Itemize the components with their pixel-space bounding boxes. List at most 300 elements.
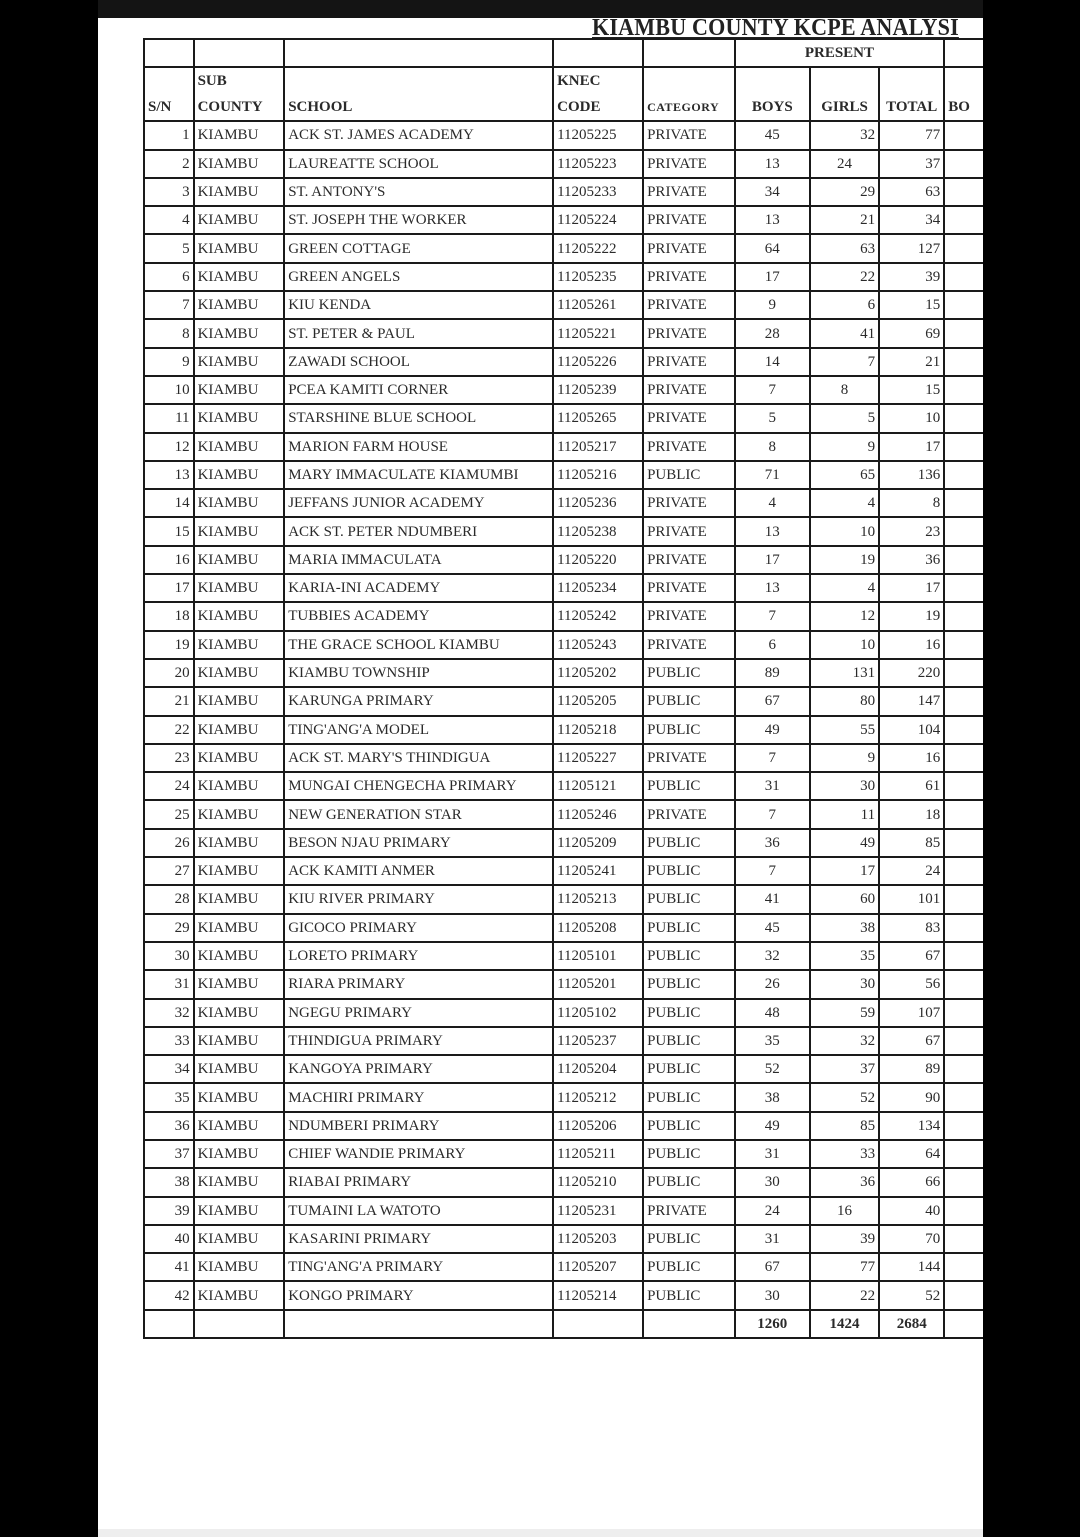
cell-total: 18 [879,800,944,828]
cell-sn: 38 [144,1168,194,1196]
cell-girls: 55 [810,716,879,744]
col-header-category: CATEGORY [643,67,734,121]
cell-school: KARUNGA PRIMARY [284,687,553,715]
cell-sub-county: KIAMBU [194,150,285,178]
cell-boys: 38 [735,1083,810,1111]
table-row [144,744,983,772]
cell-sub-county: KIAMBU [194,1225,285,1253]
table-row [144,687,983,715]
cell-next [944,1281,983,1309]
cell-next [944,631,983,659]
cell-category: PUBLIC [643,829,734,857]
cell-category: PUBLIC [643,1140,734,1168]
cell-total: 144 [879,1253,944,1281]
cell-knec-code: 11205233 [553,178,643,206]
cell-sn: 22 [144,716,194,744]
cell-total: 64 [879,1140,944,1168]
table-row [144,829,983,857]
table-row [144,857,983,885]
table-row [144,885,983,913]
cell-sub-county: KIAMBU [194,1027,285,1055]
cell-next [944,234,983,262]
cell-next [944,744,983,772]
cell-sub-county: KIAMBU [194,178,285,206]
cell-girls: 38 [810,914,879,942]
cell-school: TUBBIES ACADEMY [284,602,553,630]
cell-category: PUBLIC [643,1253,734,1281]
cell-empty [553,1310,643,1338]
cell-school: NDUMBERI PRIMARY [284,1112,553,1140]
cell-girls: 6 [810,291,879,319]
cell-girls: 131 [810,659,879,687]
cell-school: KIAMBU TOWNSHIP [284,659,553,687]
cell-girls: 9 [810,744,879,772]
cell-sn: 23 [144,744,194,772]
cell-knec-code: 11205216 [553,461,643,489]
cell-school: MARIA IMMACULATA [284,546,553,574]
cell-next [944,1112,983,1140]
cell-next [944,206,983,234]
cell-boys: 45 [735,121,810,149]
cell-boys: 49 [735,1112,810,1140]
cell-girls: 49 [810,829,879,857]
cell-sub-county: KIAMBU [194,1140,285,1168]
cell-sn: 36 [144,1112,194,1140]
table-row [144,263,983,291]
cell-knec-code: 11205239 [553,376,643,404]
cell-sub-county: KIAMBU [194,546,285,574]
cell-sn: 41 [144,1253,194,1281]
table-row [144,234,983,262]
col-header-next-boys: BO [944,67,983,121]
cell-boys: 5 [735,404,810,432]
table-row [144,206,983,234]
cell-girls: 16 [810,1197,879,1225]
cell-category: PUBLIC [643,659,734,687]
cell-total: 24 [879,857,944,885]
cell-sn: 21 [144,687,194,715]
cell-next [944,659,983,687]
cell-sub-county: KIAMBU [194,574,285,602]
cell-next [944,1253,983,1281]
cell-category: PUBLIC [643,1281,734,1309]
cell-girls: 10 [810,517,879,545]
cell-total: 15 [879,376,944,404]
cell-sn: 6 [144,263,194,291]
cell-knec-code: 11205102 [553,999,643,1027]
cell-knec-code: 11205201 [553,970,643,998]
cell-category: PRIVATE [643,206,734,234]
cell-sn: 5 [144,234,194,262]
cell-knec-code: 11205261 [553,291,643,319]
cell-next [944,999,983,1027]
cell-category: PRIVATE [643,376,734,404]
cell-sub-county: KIAMBU [194,206,285,234]
table-row [144,404,983,432]
totals-row [144,1310,983,1338]
cell-next [944,687,983,715]
cell-boys: 45 [735,914,810,942]
col-header-sn: S/N [144,67,194,121]
cell-girls: 22 [810,1281,879,1309]
cell-sn: 12 [144,433,194,461]
cell-girls: 52 [810,1083,879,1111]
cell-category: PUBLIC [643,461,734,489]
cell-total: 10 [879,404,944,432]
cell-category: PRIVATE [643,489,734,517]
table-row [144,1140,983,1168]
cell-girls: 21 [810,206,879,234]
cell-girls: 35 [810,942,879,970]
cell-sn: 18 [144,602,194,630]
cell-total: 220 [879,659,944,687]
cell-sn: 19 [144,631,194,659]
cell-sub-county: KIAMBU [194,772,285,800]
cell-knec-code: 11205218 [553,716,643,744]
table-row [144,1168,983,1196]
cell-sn: 34 [144,1055,194,1083]
header-row-columns [144,67,983,121]
cell-sub-county: KIAMBU [194,319,285,347]
cell-next [944,121,983,149]
cell-sub-county: KIAMBU [194,1197,285,1225]
cell-knec-code: 11205226 [553,348,643,376]
cell-sn: 26 [144,829,194,857]
cell-category: PRIVATE [643,234,734,262]
cell-category: PRIVATE [643,546,734,574]
top-bar [98,0,983,18]
cell-girls: 80 [810,687,879,715]
cell-knec-code: 11205223 [553,150,643,178]
cell-boys: 36 [735,829,810,857]
table-row [144,461,983,489]
cell-sn: 40 [144,1225,194,1253]
cell-sub-county: KIAMBU [194,800,285,828]
cell-girls: 11 [810,800,879,828]
table-row [144,1225,983,1253]
cell-boys: 7 [735,857,810,885]
cell-boys: 8 [735,433,810,461]
cell-school: KANGOYA PRIMARY [284,1055,553,1083]
cell-boys: 31 [735,1225,810,1253]
cell-sn: 28 [144,885,194,913]
cell-girls: 17 [810,857,879,885]
cell-school: KARIA-INI ACADEMY [284,574,553,602]
cell-sn: 35 [144,1083,194,1111]
cell-total: 69 [879,319,944,347]
cell-category: PUBLIC [643,1027,734,1055]
cell-total: 17 [879,574,944,602]
cell-sub-county: KIAMBU [194,602,285,630]
cell-school: MUNGAI CHENGECHA PRIMARY [284,772,553,800]
table-row [144,914,983,942]
table-row [144,433,983,461]
cell-knec-code: 11205212 [553,1083,643,1111]
cell-school: NEW GENERATION STAR [284,800,553,828]
table-row [144,659,983,687]
cell-girls: 7 [810,348,879,376]
cell-next [944,574,983,602]
table-row [144,517,983,545]
cell-empty [194,1310,285,1338]
cell-sn: 37 [144,1140,194,1168]
cell-girls: 36 [810,1168,879,1196]
cell-next [944,914,983,942]
cell-sn: 42 [144,1281,194,1309]
cell-category: PRIVATE [643,800,734,828]
cell-boys: 49 [735,716,810,744]
cell-sn: 11 [144,404,194,432]
cell-sub-county: KIAMBU [194,914,285,942]
cell-school: THINDIGUA PRIMARY [284,1027,553,1055]
cell-total: 127 [879,234,944,262]
cell-boys: 31 [735,1140,810,1168]
cell-boys: 14 [735,348,810,376]
table-row [144,574,983,602]
cell-school: KASARINI PRIMARY [284,1225,553,1253]
cell-knec-code: 11205225 [553,121,643,149]
cell-boys: 35 [735,1027,810,1055]
cell-total: 83 [879,914,944,942]
cell-sn: 24 [144,772,194,800]
cell-sn: 14 [144,489,194,517]
cell-next [944,885,983,913]
cell-girls: 37 [810,1055,879,1083]
cell-knec-code: 11205217 [553,433,643,461]
cell-sub-county: KIAMBU [194,885,285,913]
cell-girls: 32 [810,121,879,149]
cell-total: 85 [879,829,944,857]
cell-boys: 30 [735,1168,810,1196]
cell-sn: 39 [144,1197,194,1225]
table-row [144,1027,983,1055]
cell-category: PUBLIC [643,970,734,998]
table-row [144,800,983,828]
cell-next [944,1225,983,1253]
cell-total: 107 [879,999,944,1027]
cell-sn: 8 [144,319,194,347]
cell-knec-code: 11205237 [553,1027,643,1055]
cell-sub-county: KIAMBU [194,1055,285,1083]
cell-boys: 7 [735,376,810,404]
cell-next [944,404,983,432]
cell-total: 39 [879,263,944,291]
cell-knec-code: 11205234 [553,574,643,602]
cell-boys: 7 [735,800,810,828]
cell-sub-county: KIAMBU [194,687,285,715]
page-bottom-edge [98,1529,983,1537]
cell-next [944,857,983,885]
cell-sub-county: KIAMBU [194,1083,285,1111]
cell-total: 136 [879,461,944,489]
cell-sn: 9 [144,348,194,376]
cell-category: PUBLIC [643,1112,734,1140]
cell-sn: 17 [144,574,194,602]
cell-girls: 10 [810,631,879,659]
cell-boys: 7 [735,602,810,630]
cell-empty [643,1310,734,1338]
cell-school: THE GRACE SCHOOL KIAMBU [284,631,553,659]
cell-next [944,1168,983,1196]
cell-knec-code: 11205246 [553,800,643,828]
cell-knec-code: 11205211 [553,1140,643,1168]
cell-boys: 31 [735,772,810,800]
table-row [144,1253,983,1281]
cell-sub-county: KIAMBU [194,631,285,659]
cell-category: PRIVATE [643,178,734,206]
cell-boys: 13 [735,517,810,545]
cell-sub-county: KIAMBU [194,857,285,885]
cell-sub-county: KIAMBU [194,517,285,545]
cell-boys: 6 [735,631,810,659]
cell-school: ST. PETER & PAUL [284,319,553,347]
cell-sn: 30 [144,942,194,970]
cell-school: MARY IMMACULATE KIAMUMBI [284,461,553,489]
cell-knec-code: 11205214 [553,1281,643,1309]
cell-school: TING'ANG'A PRIMARY [284,1253,553,1281]
cell-boys: 9 [735,291,810,319]
table-row [144,970,983,998]
cell-girls: 22 [810,263,879,291]
cell-sn: 32 [144,999,194,1027]
cell-sub-county: KIAMBU [194,1253,285,1281]
cell-next [944,517,983,545]
cell-knec-code: 11205243 [553,631,643,659]
cell-next [944,1027,983,1055]
cell-next [944,942,983,970]
cell-knec-code: 11205209 [553,829,643,857]
cell-next [944,489,983,517]
cell-boys: 64 [735,234,810,262]
cell-sn: 31 [144,970,194,998]
cell-school: ST. ANTONY'S [284,178,553,206]
cell-sn: 10 [144,376,194,404]
cell-knec-code: 11205210 [553,1168,643,1196]
cell-school: JEFFANS JUNIOR ACADEMY [284,489,553,517]
cell-total: 77 [879,121,944,149]
cell-boys: 7 [735,744,810,772]
cell-knec-code: 11205221 [553,319,643,347]
cell-boys: 89 [735,659,810,687]
cell-sub-county: KIAMBU [194,348,285,376]
cell-sub-county: KIAMBU [194,234,285,262]
cell-boys: 24 [735,1197,810,1225]
cell-category: PRIVATE [643,1197,734,1225]
cell-category: PUBLIC [643,885,734,913]
cell-school: KIU RIVER PRIMARY [284,885,553,913]
table-row [144,631,983,659]
cell-knec-code: 11205204 [553,1055,643,1083]
cell-knec-code: 11205241 [553,857,643,885]
cell-sub-county: KIAMBU [194,942,285,970]
cell-total: 61 [879,772,944,800]
table-row [144,376,983,404]
cell-school: ACK KAMITI ANMER [284,857,553,885]
cell-school: RIARA PRIMARY [284,970,553,998]
cell-total: 89 [879,1055,944,1083]
table-row [144,999,983,1027]
cell-school: MACHIRI PRIMARY [284,1083,553,1111]
cell-girls: 24 [810,150,879,178]
cell-total: 15 [879,291,944,319]
cell-boys: 67 [735,687,810,715]
table-row [144,1055,983,1083]
cell-sn: 20 [144,659,194,687]
table-row [144,178,983,206]
cell-boys: 32 [735,942,810,970]
cell-category: PRIVATE [643,631,734,659]
cell-sn: 1 [144,121,194,149]
cell-school: CHIEF WANDIE PRIMARY [284,1140,553,1168]
total-girls: 1424 [810,1310,879,1338]
cell-category: PUBLIC [643,857,734,885]
table-row [144,716,983,744]
cell-girls: 85 [810,1112,879,1140]
cell-boys: 52 [735,1055,810,1083]
cell-category: PUBLIC [643,716,734,744]
cell-next [944,1140,983,1168]
cell-school: LAUREATTE SCHOOL [284,150,553,178]
cell-boys: 71 [735,461,810,489]
cell-total: 66 [879,1168,944,1196]
cell-next [944,348,983,376]
cell-sub-county: KIAMBU [194,659,285,687]
cell-school: KONGO PRIMARY [284,1281,553,1309]
cell-knec-code: 11205231 [553,1197,643,1225]
cell-sn: 16 [144,546,194,574]
cell-girls: 4 [810,574,879,602]
cell-sub-county: KIAMBU [194,291,285,319]
cell-girls: 30 [810,772,879,800]
cell-sn: 7 [144,291,194,319]
cell-total: 134 [879,1112,944,1140]
cell-sub-county: KIAMBU [194,999,285,1027]
cell-next [944,772,983,800]
cell-boys: 26 [735,970,810,998]
cell-school: GREEN COTTAGE [284,234,553,262]
cell-knec-code: 11205205 [553,687,643,715]
cell-total: 19 [879,602,944,630]
cell-boys: 13 [735,206,810,234]
kcpe-analysis-table [143,38,983,1339]
cell-category: PRIVATE [643,433,734,461]
cell-next [944,970,983,998]
cell-girls: 77 [810,1253,879,1281]
cell-total: 63 [879,178,944,206]
cell-sub-county: KIAMBU [194,404,285,432]
cell-sub-county: KIAMBU [194,263,285,291]
cell-sub-county: KIAMBU [194,1112,285,1140]
cell-boys: 48 [735,999,810,1027]
cell-category: PRIVATE [643,744,734,772]
cell-boys: 28 [735,319,810,347]
cell-knec-code: 11205242 [553,602,643,630]
cell-knec-code: 11205208 [553,914,643,942]
cell-next [944,716,983,744]
cell-knec-code: 11205101 [553,942,643,970]
cell-knec-code: 11205206 [553,1112,643,1140]
col-header-total: TOTAL [879,67,944,121]
col-header-boys: BOYS [735,67,810,121]
total-boys: 1260 [735,1310,810,1338]
col-header-girls: GIRLS [810,67,879,121]
cell-girls: 29 [810,178,879,206]
cell-boys: 30 [735,1281,810,1309]
cell-category: PRIVATE [643,291,734,319]
cell-category: PUBLIC [643,772,734,800]
cell-next [944,1310,983,1338]
cell-sn: 4 [144,206,194,234]
